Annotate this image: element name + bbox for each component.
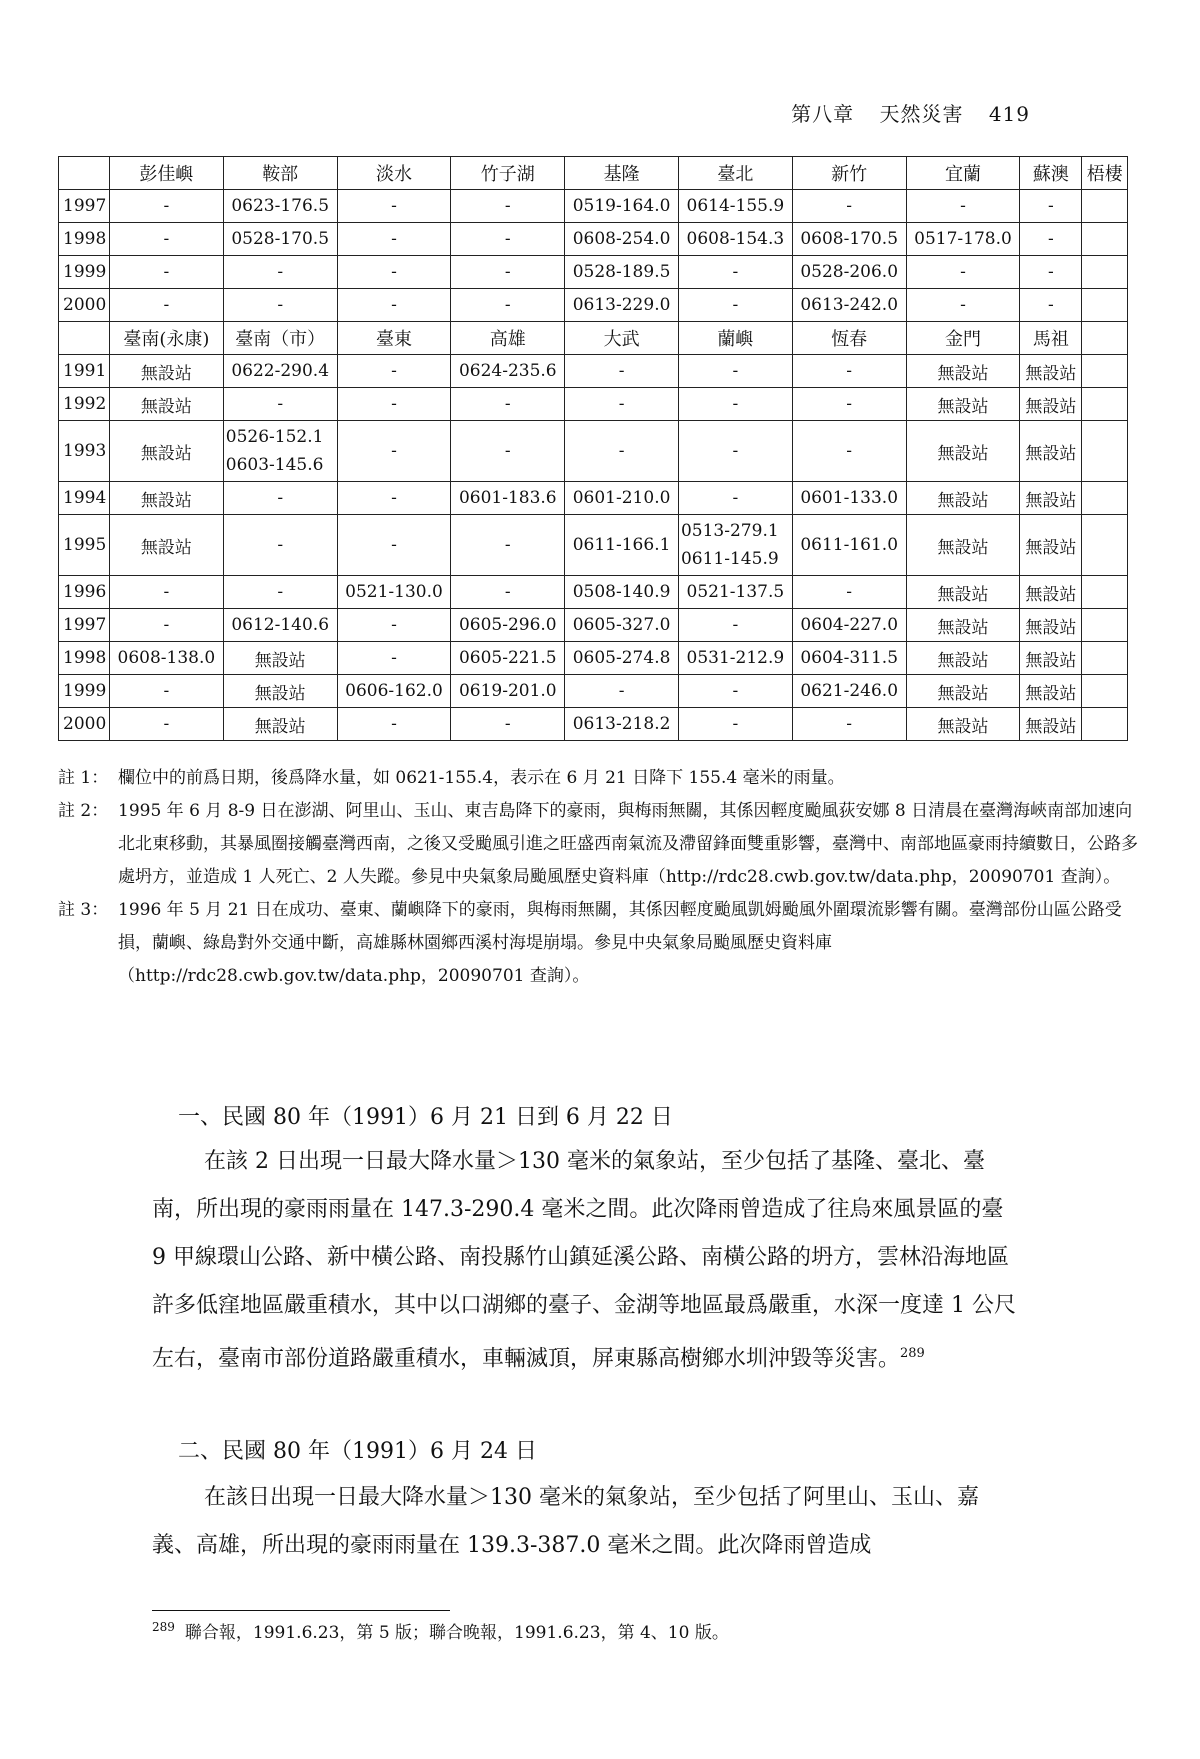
rainfall-cell: 0601-133.0	[792, 482, 906, 515]
rainfall-cell: -	[451, 576, 565, 609]
rainfall-cell: 0601-183.6	[451, 482, 565, 515]
rainfall-cell: 0622-290.4	[223, 355, 337, 388]
chapter-label: 第八章	[791, 102, 855, 126]
rainfall-cell: -	[337, 223, 451, 256]
station-header-cell: 臺南(永康)	[110, 322, 224, 355]
rainfall-cell: -	[451, 515, 565, 576]
station-header-cell: 臺北	[678, 157, 792, 190]
year-cell: 1991	[59, 355, 110, 388]
year-header-cell	[59, 157, 110, 190]
rainfall-cell: -	[337, 708, 451, 741]
rainfall-cell: 0605-221.5	[451, 642, 565, 675]
rainfall-cell: -	[792, 355, 906, 388]
rainfall-table	[58, 156, 1128, 741]
table-row	[59, 482, 1128, 515]
station-header-cell: 新竹	[792, 157, 906, 190]
rainfall-cell: 0608-154.3	[678, 223, 792, 256]
station-header-cell: 梧棲	[1082, 157, 1128, 190]
rainfall-cell: 0621-246.0	[792, 675, 906, 708]
station-header-cell: 高雄	[451, 322, 565, 355]
rainfall-cell: 無設站	[1020, 576, 1082, 609]
paragraph-text: 在該 2 日出現一日最大降水量＞130 毫米的氣象站，至少包括了基隆、臺北、臺南，所出現的豪雨雨量在 147.3-290.4 毫米之間。此次降雨曾造成了往烏來風景區的臺 9 甲線環山公路、新中橫公路、南投縣竹山鎮延溪公路、南橫公路的坍方，雲林沿海地區許多低窪地區嚴重積水，其中以口湖鄉的臺子、金湖等地區最爲嚴重，水深一度達 1 公尺左右，臺南市部份道路嚴重積水，車輛滅頂，屏東縣高樹鄉水圳沖毀等災害。	[152, 1149, 1016, 1372]
rainfall-cell: 0521-137.5	[678, 576, 792, 609]
rainfall-cell: -	[110, 289, 224, 322]
rainfall-cell: 無設站	[110, 355, 224, 388]
footnote-text: 聯合報，1991.6.23，第 5 版；聯合晚報，1991.6.23，第 4、10 版。	[184, 1623, 729, 1643]
table-row	[59, 190, 1128, 223]
rainfall-cell: 無設站	[1020, 388, 1082, 421]
rainfall-cell: 0613-242.0	[792, 289, 906, 322]
rainfall-cell: 0531-212.9	[678, 642, 792, 675]
rainfall-cell: 0604-227.0	[792, 609, 906, 642]
rainfall-cell	[1082, 675, 1128, 708]
station-header-cell: 竹子湖	[451, 157, 565, 190]
rainfall-cell: 無設站	[906, 421, 1020, 482]
rainfall-cell: 無設站	[1020, 482, 1082, 515]
rainfall-cell: -	[906, 256, 1020, 289]
rainfall-cell: -	[678, 289, 792, 322]
rainfall-cell: 0611-166.1	[565, 515, 679, 576]
rainfall-cell: -	[906, 289, 1020, 322]
rainfall-cell	[1082, 609, 1128, 642]
station-header-cell: 臺南（市）	[223, 322, 337, 355]
station-header-cell: 蘭嶼	[678, 322, 792, 355]
rainfall-cell: 0604-311.5	[792, 642, 906, 675]
year-cell: 1998	[59, 642, 110, 675]
footnote-ref[interactable]: 289	[900, 1346, 925, 1361]
rainfall-cell	[1082, 256, 1128, 289]
rainfall-cell: 無設站	[906, 576, 1020, 609]
year-cell: 1999	[59, 256, 110, 289]
note-text: 欄位中的前爲日期，後爲降水量，如 0621-155.4，表示在 6 月 21 日降下 155.4 毫米的雨量。	[118, 768, 845, 788]
rainfall-cell: -	[337, 289, 451, 322]
note-text: 1995 年 6 月 8-9 日在澎湖、阿里山、玉山、東吉島降下的豪雨，與梅雨無關，其係因輕度颱風荻安娜 8 日清晨在臺灣海峽南部加速向北北東移動，其暴風圈接觸臺灣西南，之後又受颱風引進之旺盛西南氣流及滯留鋒面雙重影響，臺灣中、南部地區豪雨持續數日，公路多處坍方，並造成 1 人死亡、2 人失蹤。參見中央氣象局颱風歷史資料庫（http://rdc28.cwb.gov.tw/data.php，20090701 查詢）。	[118, 801, 1138, 887]
year-cell: 1997	[59, 190, 110, 223]
rainfall-cell: -	[678, 256, 792, 289]
table-row	[59, 642, 1128, 675]
table-notes	[58, 762, 1138, 993]
table-row	[59, 256, 1128, 289]
rainfall-cell: -	[451, 388, 565, 421]
year-cell: 2000	[59, 708, 110, 741]
rainfall-cell: 0601-210.0	[565, 482, 679, 515]
rainfall-cell: -	[792, 708, 906, 741]
rainfall-cell: 無設站	[1020, 421, 1082, 482]
station-header-cell: 彭佳嶼	[110, 157, 224, 190]
rainfall-cell: 0521-130.0	[337, 576, 451, 609]
note-label: 註 1：	[58, 768, 109, 788]
rainfall-cell: -	[678, 388, 792, 421]
rainfall-cell: 0624-235.6	[451, 355, 565, 388]
rainfall-cell: 0608-170.5	[792, 223, 906, 256]
rainfall-cell	[1082, 642, 1128, 675]
rainfall-value: 0526-152.1	[225, 427, 324, 447]
rainfall-cell: 0623-176.5	[223, 190, 337, 223]
rainfall-cell: 無設站	[1020, 708, 1082, 741]
rainfall-cell: 0605-327.0	[565, 609, 679, 642]
rainfall-cell: -	[337, 256, 451, 289]
rainfall-cell: -	[565, 675, 679, 708]
rainfall-cell: -	[110, 223, 224, 256]
rainfall-cell: 無設站	[1020, 609, 1082, 642]
note-2	[58, 795, 1138, 894]
footnote	[152, 1618, 729, 1643]
section-heading-1: 一、民國 80 年（1991）6 月 21 日到 6 月 22 日	[178, 1105, 673, 1130]
rainfall-cell: 無設站	[906, 355, 1020, 388]
rainfall-cell	[1082, 421, 1128, 482]
table-row	[59, 675, 1128, 708]
rainfall-cell	[1082, 388, 1128, 421]
rainfall-cell: 無設站	[110, 421, 224, 482]
rainfall-cell	[1082, 576, 1128, 609]
rainfall-cell	[223, 421, 337, 482]
rainfall-cell: -	[110, 576, 224, 609]
section-paragraph-2: 在該日出現一日最大降水量＞130 毫米的氣象站，至少包括了阿里山、玉山、嘉義、高雄，所出現的豪雨雨量在 139.3-387.0 毫米之間。此次降雨曾造成	[152, 1485, 979, 1558]
rainfall-cell: 0528-206.0	[792, 256, 906, 289]
table-row	[59, 421, 1128, 482]
station-header-cell: 臺東	[337, 322, 451, 355]
rainfall-cell: -	[451, 289, 565, 322]
rainfall-cell: -	[678, 708, 792, 741]
rainfall-cell: 0528-170.5	[223, 223, 337, 256]
rainfall-cell: -	[565, 388, 679, 421]
station-header-cell: 恆春	[792, 322, 906, 355]
rainfall-cell: 無設站	[906, 515, 1020, 576]
rainfall-cell: -	[337, 421, 451, 482]
empty-cell	[1082, 322, 1128, 355]
rainfall-cell: 0528-189.5	[565, 256, 679, 289]
rainfall-cell: -	[678, 482, 792, 515]
year-header-cell	[59, 322, 110, 355]
rainfall-cell	[1082, 482, 1128, 515]
rainfall-cell: -	[110, 675, 224, 708]
rainfall-cell: -	[792, 388, 906, 421]
table-row	[59, 609, 1128, 642]
rainfall-cell	[1082, 190, 1128, 223]
rainfall-cell: -	[337, 515, 451, 576]
rainfall-cell: -	[792, 190, 906, 223]
station-header-cell: 宜蘭	[906, 157, 1020, 190]
rainfall-cell: -	[565, 421, 679, 482]
year-cell: 1996	[59, 576, 110, 609]
rainfall-cell: 無設站	[1020, 515, 1082, 576]
rainfall-cell: -	[451, 190, 565, 223]
rainfall-cell: -	[223, 482, 337, 515]
station-header-cell: 基隆	[565, 157, 679, 190]
rainfall-cell: -	[337, 388, 451, 421]
rainfall-cell: 0612-140.6	[223, 609, 337, 642]
rainfall-cell: -	[110, 609, 224, 642]
station-header-cell: 淡水	[337, 157, 451, 190]
rainfall-cell	[1082, 708, 1128, 741]
page-header	[773, 98, 1030, 127]
rainfall-cell: -	[223, 388, 337, 421]
rainfall-cell: -	[792, 421, 906, 482]
rainfall-cell: 無設站	[223, 675, 337, 708]
station-header-cell: 大武	[565, 322, 679, 355]
note-3	[58, 894, 1138, 993]
note-text: 1996 年 5 月 21 日在成功、臺東、蘭嶼降下的豪雨，與梅雨無關，其係因輕度颱風凱姆颱風外圍環流影響有關。臺灣部份山區公路受損，蘭嶼、綠島對外交通中斷，高雄縣林園鄉西溪村海堤崩塌。參見中央氣象局颱風歷史資料庫（http://rdc28.cwb.gov.tw/data.php，20090701 查詢）。	[118, 900, 1122, 986]
year-cell: 1997	[59, 609, 110, 642]
table-row	[59, 289, 1128, 322]
station-header-cell: 鞍部	[223, 157, 337, 190]
rainfall-cell: -	[337, 642, 451, 675]
footnote-number: 289	[152, 1620, 175, 1635]
rainfall-cell: -	[678, 675, 792, 708]
table-row	[59, 515, 1128, 576]
rainfall-cell: 無設站	[906, 609, 1020, 642]
rainfall-cell: -	[223, 576, 337, 609]
rainfall-cell: 無設站	[1020, 355, 1082, 388]
table-row	[59, 708, 1128, 741]
rainfall-cell: 0605-296.0	[451, 609, 565, 642]
rainfall-cell: 無設站	[223, 642, 337, 675]
rainfall-value: 0611-145.9	[680, 549, 779, 569]
rainfall-cell: 0517-178.0	[906, 223, 1020, 256]
year-cell: 1993	[59, 421, 110, 482]
note-label: 註 3：	[58, 900, 109, 920]
rainfall-cell: -	[223, 289, 337, 322]
rainfall-cell: 0614-155.9	[678, 190, 792, 223]
station-header-cell: 金門	[906, 322, 1020, 355]
rainfall-cell: -	[678, 609, 792, 642]
rainfall-cell: 0519-164.0	[565, 190, 679, 223]
rainfall-cell: -	[1020, 223, 1082, 256]
rainfall-cell	[1082, 355, 1128, 388]
table-row	[59, 388, 1128, 421]
rainfall-cell: -	[451, 708, 565, 741]
rainfall-cell: 0613-229.0	[565, 289, 679, 322]
rainfall-cell: -	[337, 482, 451, 515]
rainfall-cell: -	[451, 223, 565, 256]
year-cell: 1994	[59, 482, 110, 515]
rainfall-cell: 無設站	[110, 388, 224, 421]
rainfall-cell	[678, 515, 792, 576]
rainfall-cell: 0606-162.0	[337, 675, 451, 708]
rainfall-cell: -	[337, 609, 451, 642]
rainfall-cell: -	[337, 355, 451, 388]
rainfall-cell: -	[1020, 190, 1082, 223]
rainfall-cell: 無設站	[110, 482, 224, 515]
rainfall-cell: -	[110, 708, 224, 741]
rainfall-cell: -	[792, 576, 906, 609]
year-cell: 1992	[59, 388, 110, 421]
rainfall-cell: 無設站	[906, 482, 1020, 515]
rainfall-value: 0513-279.1	[680, 521, 779, 541]
table-header-row	[59, 322, 1128, 355]
rainfall-cell: 無設站	[906, 388, 1020, 421]
rainfall-cell: 無設站	[906, 642, 1020, 675]
rainfall-cell	[1082, 289, 1128, 322]
rainfall-cell: 無設站	[1020, 675, 1082, 708]
year-cell: 1995	[59, 515, 110, 576]
rainfall-cell: 0608-138.0	[110, 642, 224, 675]
rainfall-cell: 0613-218.2	[565, 708, 679, 741]
rainfall-cell: -	[451, 256, 565, 289]
station-header-cell: 蘇澳	[1020, 157, 1082, 190]
rainfall-cell: 無設站	[906, 675, 1020, 708]
rainfall-cell: -	[678, 355, 792, 388]
note-label: 註 2：	[58, 801, 109, 821]
rainfall-cell: 無設站	[223, 708, 337, 741]
section-paragraph-1	[152, 1138, 1022, 1383]
rainfall-cell: -	[337, 190, 451, 223]
rainfall-cell	[1082, 515, 1128, 576]
table-header-row	[59, 157, 1128, 190]
rainfall-cell: -	[110, 190, 224, 223]
rainfall-cell: -	[678, 421, 792, 482]
year-cell: 2000	[59, 289, 110, 322]
rainfall-cell: 0508-140.9	[565, 576, 679, 609]
rainfall-cell: -	[110, 256, 224, 289]
rainfall-cell: -	[223, 256, 337, 289]
rainfall-value: 0603-145.6	[225, 455, 324, 475]
rainfall-cell: 0608-254.0	[565, 223, 679, 256]
note-1	[58, 762, 1138, 795]
section-heading-2: 二、民國 80 年（1991）6 月 24 日	[178, 1439, 537, 1464]
rainfall-cell: 無設站	[906, 708, 1020, 741]
year-cell: 1998	[59, 223, 110, 256]
chapter-title: 天然災害	[879, 102, 964, 126]
rainfall-cell	[1082, 223, 1128, 256]
rainfall-cell: -	[1020, 289, 1082, 322]
table-row	[59, 223, 1128, 256]
rainfall-cell: 無設站	[1020, 642, 1082, 675]
page-number: 419	[988, 102, 1030, 126]
rainfall-cell: 0619-201.0	[451, 675, 565, 708]
rainfall-cell: 0605-274.8	[565, 642, 679, 675]
footnote-divider	[152, 1610, 450, 1611]
rainfall-cell: -	[451, 421, 565, 482]
table-row	[59, 355, 1128, 388]
station-header-cell: 馬祖	[1020, 322, 1082, 355]
rainfall-cell: 0611-161.0	[792, 515, 906, 576]
table-row	[59, 576, 1128, 609]
rainfall-cell: -	[223, 515, 337, 576]
rainfall-cell: -	[565, 355, 679, 388]
rainfall-cell: -	[1020, 256, 1082, 289]
rainfall-cell: -	[906, 190, 1020, 223]
rainfall-cell: 無設站	[110, 515, 224, 576]
year-cell: 1999	[59, 675, 110, 708]
